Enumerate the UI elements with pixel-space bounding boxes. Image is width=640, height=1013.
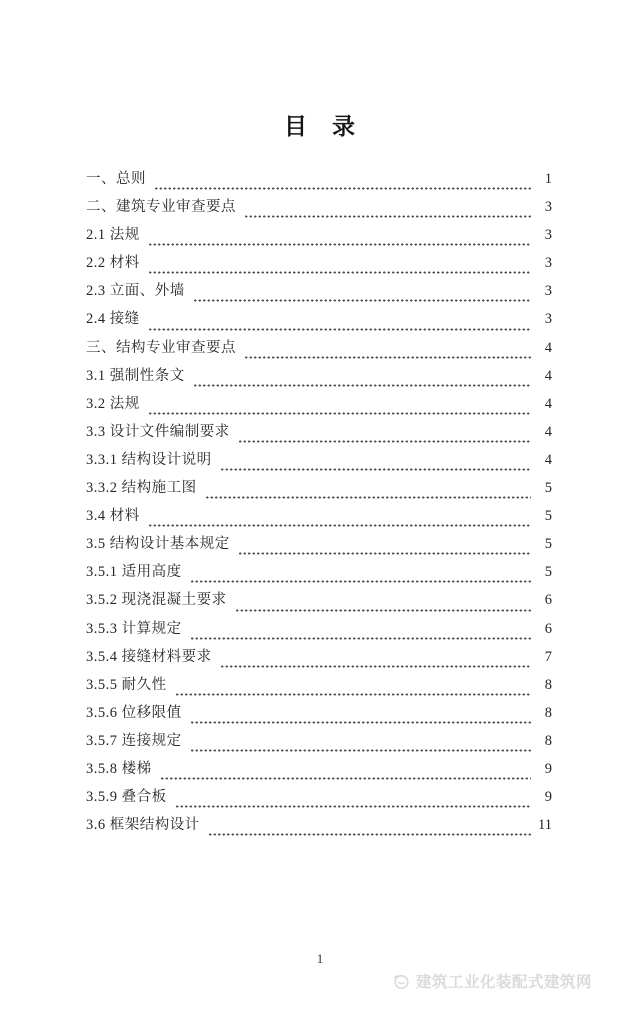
- toc-entry-label: 3.5.6 位移限值: [86, 704, 182, 721]
- toc-entry[interactable]: [86, 392, 552, 420]
- toc-entry-page: 8: [544, 676, 552, 693]
- page-title: 目 录: [284, 113, 356, 139]
- toc-dot-leader: [148, 524, 531, 527]
- toc-dot-leader: [190, 721, 531, 724]
- toc-dot-leader: [238, 552, 531, 555]
- toc-entry[interactable]: [86, 729, 552, 757]
- toc-entry-page: 8: [544, 704, 552, 721]
- toc-entry-page: 4: [544, 395, 552, 412]
- toc-entry[interactable]: [86, 645, 552, 673]
- toc-entry[interactable]: [86, 420, 552, 448]
- toc-dot-leader: [244, 215, 531, 218]
- toc-dot-leader: [148, 271, 531, 274]
- toc-entry-page: 9: [544, 760, 552, 777]
- toc-entry-label: 3.2 法规: [86, 395, 140, 412]
- toc-entry-page: 6: [544, 592, 552, 609]
- toc-entry[interactable]: [86, 307, 552, 335]
- toc-dot-leader: [235, 609, 531, 612]
- toc-entry[interactable]: [86, 195, 552, 223]
- toc-dot-leader: [148, 412, 531, 415]
- toc-dot-leader: [190, 749, 531, 752]
- toc-entry-label: 3.5.9 叠合板: [86, 789, 167, 806]
- toc-entry-page: 5: [544, 564, 552, 581]
- toc-dot-leader: [175, 805, 531, 808]
- toc-entry[interactable]: [86, 448, 552, 476]
- toc-entry-label: 三、结构专业审查要点: [86, 339, 236, 356]
- toc-entry-page: 1: [544, 171, 552, 187]
- toc-entry-label: 3.5.8 楼梯: [86, 760, 152, 777]
- toc-dot-leader: [148, 243, 531, 246]
- toc-entry-label: 3.6 框架结构设计: [86, 817, 200, 834]
- toc-entry-page: 3: [544, 199, 552, 216]
- toc-dot-leader: [220, 665, 531, 668]
- toc-entry-page: 3: [544, 255, 552, 272]
- toc-entry-label: 3.5.5 耐久性: [86, 676, 167, 693]
- toc-entry[interactable]: [86, 785, 552, 813]
- toc-entry-page: 7: [544, 648, 552, 665]
- toc-entry[interactable]: [86, 532, 552, 560]
- toc-entry-label: 3.3.1 结构设计说明: [86, 451, 212, 468]
- toc-entry-page: 4: [544, 367, 552, 384]
- toc-entry-page: 4: [544, 451, 552, 468]
- toc-dot-leader: [160, 777, 531, 780]
- toc-dot-leader: [205, 496, 531, 499]
- toc-entry-label: 3.5.1 适用高度: [86, 564, 182, 581]
- toc-entry-page: 11: [538, 817, 552, 834]
- toc-entry-label: 2.1 法规: [86, 227, 140, 244]
- toc-entry-label: 3.5.4 接缝材料要求: [86, 648, 212, 665]
- toc-dot-leader: [208, 833, 531, 836]
- watermark-logo-icon: [393, 973, 410, 990]
- toc-entry-label: 3.4 材料: [86, 508, 140, 525]
- toc-dot-leader: [175, 693, 531, 696]
- toc-dot-leader: [193, 299, 531, 302]
- toc-entry[interactable]: [86, 560, 552, 588]
- toc-entry[interactable]: [86, 476, 552, 504]
- toc-entry[interactable]: [86, 588, 552, 616]
- toc-entry-page: 5: [544, 508, 552, 525]
- toc-entry-label: 一、总则: [86, 171, 146, 187]
- toc-entry[interactable]: [86, 167, 552, 195]
- toc-entry-page: 9: [544, 789, 552, 806]
- toc-entry-page: 5: [544, 480, 552, 497]
- toc-entry[interactable]: [86, 251, 552, 279]
- toc-entry[interactable]: [86, 673, 552, 701]
- toc-entry-label: 2.4 接缝: [86, 311, 140, 328]
- toc-dot-leader: [238, 440, 531, 443]
- toc-entry-page: 4: [544, 423, 552, 440]
- toc-entry-label: 二、建筑专业审查要点: [86, 199, 236, 216]
- toc-dot-leader: [244, 356, 531, 359]
- toc-entry-label: 3.5 结构设计基本规定: [86, 536, 230, 553]
- toc-entry-label: 3.5.7 连接规定: [86, 732, 182, 749]
- toc-entry-label: 3.3 设计文件编制要求: [86, 423, 230, 440]
- toc-entry-page: 3: [544, 311, 552, 328]
- toc-entry[interactable]: [86, 757, 552, 785]
- toc-entry-page: 3: [544, 283, 552, 300]
- toc-entry-page: 8: [544, 732, 552, 749]
- toc-entry-label: 2.3 立面、外墙: [86, 283, 185, 300]
- toc-dot-leader: [148, 328, 531, 331]
- toc-entry[interactable]: [86, 279, 552, 307]
- toc-entry-page: 5: [544, 536, 552, 553]
- toc-dot-leader: [220, 468, 531, 471]
- toc-entry-page: 3: [544, 227, 552, 244]
- toc-entry[interactable]: [86, 701, 552, 729]
- toc-entry[interactable]: [86, 504, 552, 532]
- toc-entry-page: 4: [544, 339, 552, 356]
- toc-entry-label: 2.2 材料: [86, 255, 140, 272]
- toc-entry[interactable]: [86, 336, 552, 364]
- toc-entry-label: 3.5.3 计算规定: [86, 620, 182, 637]
- toc-entry-label: 3.5.2 现浇混凝土要求: [86, 592, 227, 609]
- toc-dot-leader: [190, 637, 531, 640]
- toc-entry[interactable]: [86, 813, 552, 841]
- toc-dot-leader: [193, 384, 531, 387]
- footer-page-number: 1: [316, 951, 324, 966]
- toc-entry[interactable]: [86, 617, 552, 645]
- watermark-text: 建筑工业化装配式建筑网: [415, 974, 592, 991]
- toc-entry[interactable]: [86, 223, 552, 251]
- toc-dot-leader: [154, 187, 531, 190]
- toc-list: [86, 167, 552, 841]
- toc-entry[interactable]: [86, 364, 552, 392]
- toc-entry-label: 3.1 强制性条文: [86, 367, 185, 384]
- document-page: [0, 108, 640, 1013]
- toc-entry-page: 6: [544, 620, 552, 637]
- toc-dot-leader: [190, 580, 531, 583]
- toc-entry-label: 3.3.2 结构施工图: [86, 480, 197, 497]
- watermark: [393, 970, 592, 992]
